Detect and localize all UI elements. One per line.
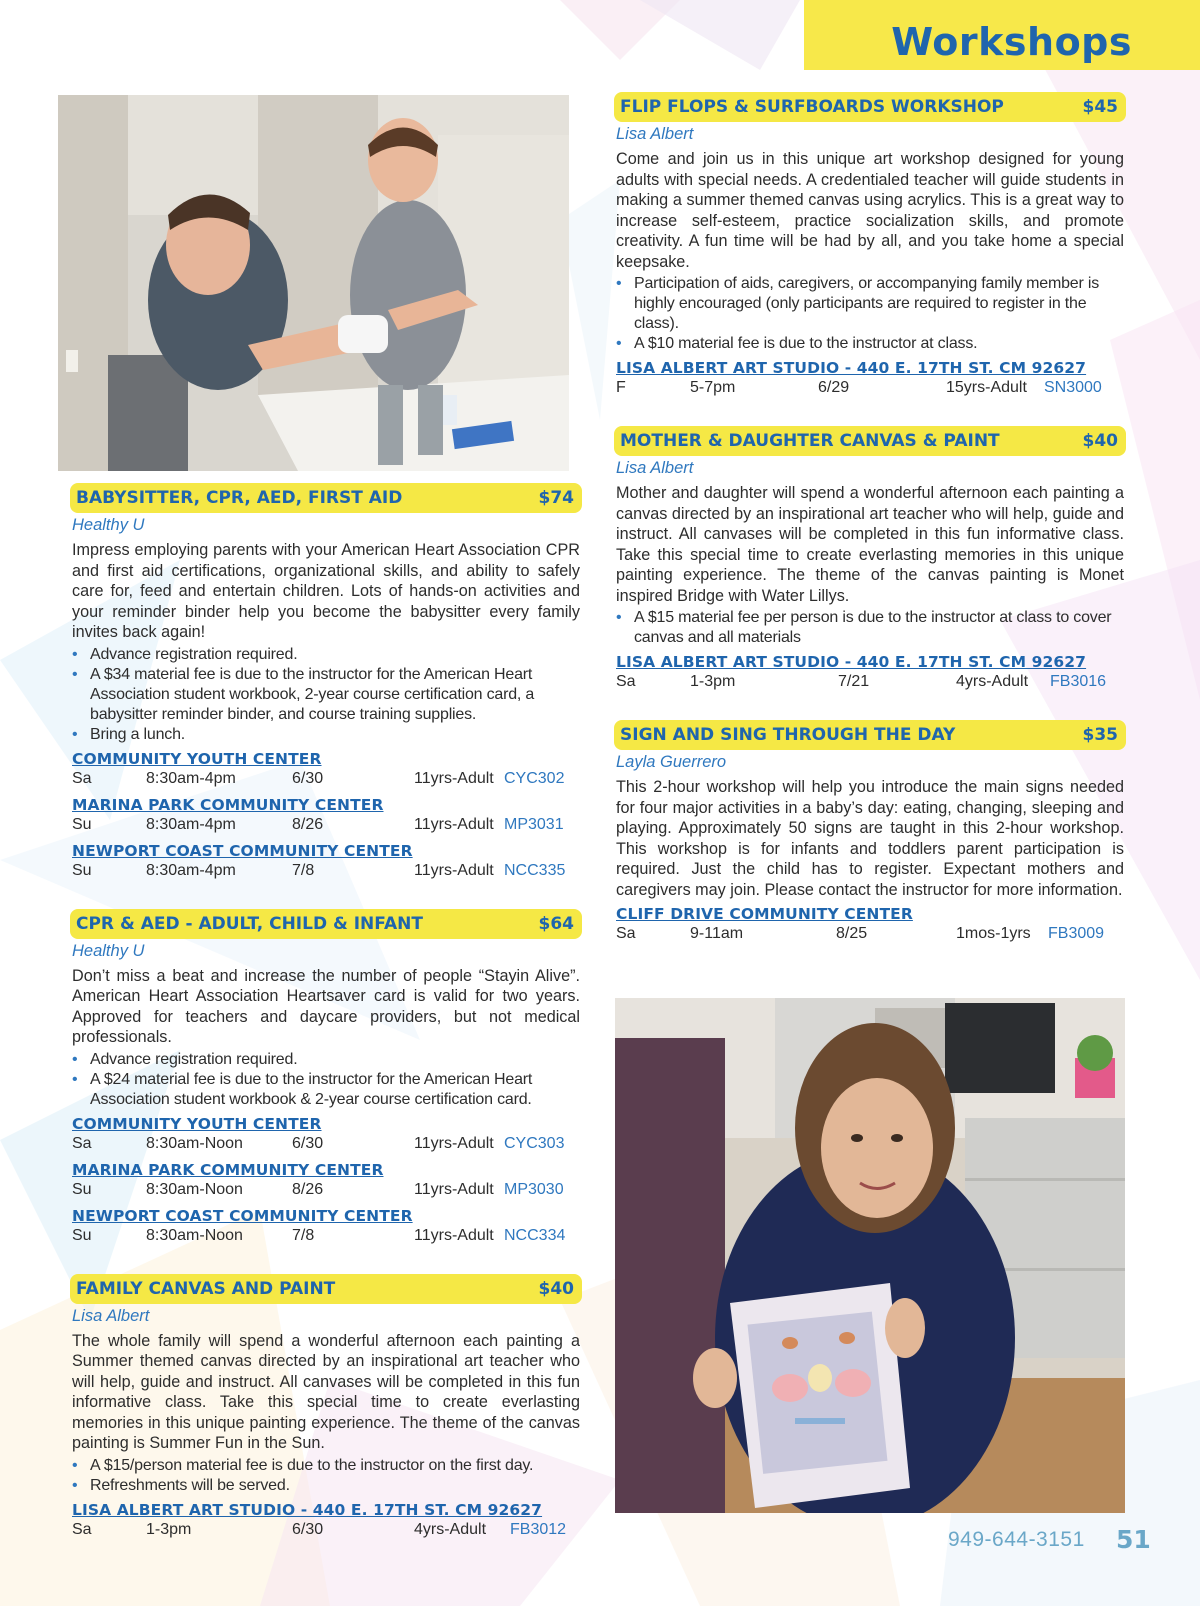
course-price: $74 <box>538 488 574 508</box>
session-code[interactable]: CYC303 <box>504 1134 565 1152</box>
girl-art-photo <box>615 998 1125 1513</box>
location-link[interactable]: NEWPORT COAST COMMUNITY CENTER <box>72 1206 413 1225</box>
course-notes <box>616 274 1126 354</box>
session-ages: 11yrs-Adult <box>414 769 494 787</box>
course-title: FLIP FLOPS & SURFBOARDS WORKSHOP <box>620 97 1004 117</box>
location-link[interactable]: COMMUNITY YOUTH CENTER <box>72 749 322 768</box>
session-ages: 15yrs-Adult <box>946 379 1027 396</box>
course-notes <box>72 1456 582 1496</box>
session-code[interactable]: FB3012 <box>510 1520 567 1538</box>
session-time: 5-7pm <box>690 379 736 396</box>
session-code[interactable]: NCC334 <box>504 1226 566 1244</box>
session-ages: 11yrs-Adult <box>414 1226 494 1244</box>
session-time: 8:30am-Noon <box>146 1180 243 1198</box>
course-babysitter <box>70 483 582 883</box>
session-date: 7/21 <box>838 673 870 690</box>
session-date: 8/26 <box>292 815 324 833</box>
course-description: Don’t miss a beat and increase the number of people “Stayin Alive”. American Heart Association Heartsaver card is valid for two years. Approved for teachers and daycare providers, but not medical professionals. <box>72 966 580 1046</box>
session-row <box>72 861 580 883</box>
session-date: 8/26 <box>292 1180 324 1198</box>
course-title-bar <box>70 1274 582 1304</box>
session-date: 7/8 <box>292 861 315 879</box>
course-price: $64 <box>538 913 574 934</box>
location-link[interactable]: LISA ALBERT ART STUDIO - 440 E. 17TH ST. CM 92627 <box>616 359 1087 377</box>
session-code[interactable]: FB3009 <box>1048 925 1105 942</box>
section-title: Workshops <box>891 20 1132 64</box>
course-note: • A $15/person material fee is due to the instructor on the first day. <box>72 1456 582 1476</box>
session-row <box>616 924 1124 946</box>
course-title: FAMILY CANVAS AND PAINT <box>76 1278 336 1299</box>
course-note: • Refreshments will be served. <box>72 1476 582 1496</box>
location-link[interactable]: MARINA PARK COMMUNITY CENTER <box>72 795 384 814</box>
session-ages: 11yrs-Adult <box>414 1134 494 1152</box>
session-day: Sa <box>616 673 636 690</box>
session-date: 6/29 <box>818 379 850 396</box>
session-date: 6/30 <box>292 769 324 787</box>
location-link[interactable]: NEWPORT COAST COMMUNITY CENTER <box>72 841 413 860</box>
course-instructor: Lisa Albert <box>616 459 694 477</box>
course-note: • Advance registration required. <box>72 645 582 665</box>
session-row <box>72 1520 580 1542</box>
course-note: • Bring a lunch. <box>72 725 582 745</box>
session-date: 7/8 <box>292 1226 315 1244</box>
session-time: 9-11am <box>690 925 744 942</box>
course-instructor: Layla Guerrero <box>616 753 727 771</box>
course-sign-and-sing <box>614 720 1126 946</box>
session-code[interactable]: MP3030 <box>504 1180 564 1198</box>
location-link[interactable]: CLIFF DRIVE COMMUNITY CENTER <box>616 905 913 923</box>
location-link[interactable]: COMMUNITY YOUTH CENTER <box>72 1114 322 1133</box>
session-time: 1-3pm <box>146 1520 192 1538</box>
course-description: The whole family will spend a wonderful afternoon each painting a Summer themed canvas directed by an inspirational art teacher who will help, guide and instruct. All canvases will be completed in this fun informative class. Take this special time to create everlasting memories in this unique painting experience. The theme of the canvas painting is Summer Fun in the Sun. <box>72 1331 580 1452</box>
course-note: • A $10 material fee is due to the instructor at class. <box>616 334 1126 354</box>
course-title-bar <box>614 720 1126 750</box>
course-title-bar <box>614 426 1126 456</box>
session-date: 8/25 <box>836 925 868 942</box>
session-time: 8:30am-4pm <box>146 861 236 879</box>
right-column <box>614 92 1126 972</box>
course-title: BABYSITTER, CPR, AED, FIRST AID <box>76 488 403 508</box>
session-time: 8:30am-Noon <box>146 1134 243 1152</box>
session-ages: 11yrs-Adult <box>414 861 494 879</box>
session-day: Su <box>72 1226 92 1244</box>
session-code[interactable]: SN3000 <box>1044 379 1102 396</box>
page-number: 51 <box>1116 1525 1151 1554</box>
session-day: Su <box>72 1180 92 1198</box>
course-cpr-aed <box>70 909 582 1248</box>
session-row <box>72 1134 580 1156</box>
session-day: Sa <box>616 925 636 942</box>
session-day: Su <box>72 861 92 879</box>
session-ages: 4yrs-Adult <box>956 673 1029 690</box>
course-price: $45 <box>1082 97 1118 117</box>
course-note: • Participation of aids, caregivers, or accompanying family member is highly encouraged (only participants are required to register in the class). <box>616 274 1126 334</box>
course-description: Come and join us in this unique art workshop designed for young adults with special needs. A credentialed teacher will guide students in making a summer themed canvas using acrylics. This is a great way to increase self-esteem, practice socialization skills, and promote creativity. A fun time will be had by all, and you take home a special keepsake. <box>616 150 1124 271</box>
course-notes <box>72 1050 582 1110</box>
course-description: Impress employing parents with your American Heart Association CPR and first aid certifications, organizational skills, and ability to safely care for, feed and entertain children. Lots of hands-on activities and your reminder binder help you become the babysitter every family invites back again! <box>72 541 580 641</box>
course-instructor: Lisa Albert <box>72 1306 150 1325</box>
course-title: MOTHER & DAUGHTER CANVAS & PAINT <box>620 431 1000 451</box>
session-time: 8:30am-4pm <box>146 815 236 833</box>
course-price: $40 <box>538 1278 574 1299</box>
course-title: CPR & AED - ADULT, CHILD & INFANT <box>76 913 423 934</box>
phone-number: 949-644-3151 <box>948 1528 1085 1551</box>
left-column <box>70 483 582 1568</box>
session-day: F <box>616 379 626 396</box>
location-link[interactable]: LISA ALBERT ART STUDIO - 440 E. 17TH ST. CM 92627 <box>616 653 1087 671</box>
session-code[interactable]: MP3031 <box>504 815 564 833</box>
session-row <box>72 1180 580 1202</box>
session-row <box>72 815 580 837</box>
session-day: Su <box>72 815 92 833</box>
session-day: Sa <box>72 769 92 787</box>
session-ages: 11yrs-Adult <box>414 815 494 833</box>
course-title-bar <box>614 92 1126 122</box>
session-date: 6/30 <box>292 1134 324 1152</box>
course-title-bar <box>70 909 582 939</box>
session-day: Sa <box>72 1520 92 1538</box>
course-title-bar <box>70 483 582 513</box>
course-note: • A $15 material fee per person is due to the instructor at class to cover canvas and all materials <box>616 608 1126 648</box>
section-header-bar <box>804 0 1200 70</box>
course-notes <box>72 645 582 745</box>
session-ages: 1mos-1yrs <box>956 925 1031 942</box>
session-time: 8:30am-4pm <box>146 769 236 787</box>
course-instructor: Healthy U <box>72 941 145 960</box>
first-aid-photo <box>58 95 569 471</box>
course-title: SIGN AND SING THROUGH THE DAY <box>620 725 956 745</box>
session-code[interactable]: CYC302 <box>504 769 565 787</box>
course-description: Mother and daughter will spend a wonderful afternoon each painting a canvas directed by an inspirational art teacher who will help, guide and instruct. All canvases will be completed in this fun informative class. Take this special time to create everlasting memories in this unique painting experience. The theme of the canvas painting is Monet inspired Bridge with Water Lillys. <box>616 484 1124 605</box>
session-time: 1-3pm <box>690 673 736 690</box>
course-description: This 2-hour workshop will help you introduce the main signs needed for four major activities in a baby’s day: eating, changing, sleeping and playing. Approximately 50 signs are taught in this 2-hour workshop. This workshop is for infants and toddlers parent participation is required. Just the child has to register. Expectant mothers and caregivers may join. Please contact the instructor for more information. <box>616 778 1124 899</box>
session-row <box>72 1226 580 1248</box>
session-day: Sa <box>72 1134 92 1152</box>
session-date: 6/30 <box>292 1520 324 1538</box>
course-notes <box>616 608 1126 648</box>
course-note: • Advance registration required. <box>72 1050 582 1070</box>
course-note: • A $34 material fee is due to the instructor for the American Heart Association student workbook, 2-year course certification card, a babysitter reminder binder, and course training supplies. <box>72 665 582 725</box>
course-price: $35 <box>1082 725 1118 745</box>
course-note: • A $24 material fee is due to the instructor for the American Heart Association student workbook & 2-year course certification card. <box>72 1070 582 1110</box>
course-mother-daughter <box>614 426 1126 694</box>
session-row <box>616 672 1124 694</box>
location-link[interactable]: MARINA PARK COMMUNITY CENTER <box>72 1160 384 1179</box>
session-code[interactable]: NCC335 <box>504 861 566 879</box>
course-family-canvas <box>70 1274 582 1542</box>
session-code[interactable]: FB3016 <box>1050 673 1107 690</box>
course-instructor: Lisa Albert <box>616 125 694 143</box>
session-ages: 11yrs-Adult <box>414 1180 494 1198</box>
course-instructor: Healthy U <box>72 516 145 534</box>
session-time: 8:30am-Noon <box>146 1226 243 1244</box>
course-flip-flops <box>614 92 1126 400</box>
course-price: $40 <box>1082 431 1118 451</box>
session-row <box>72 769 580 791</box>
session-ages: 4yrs-Adult <box>414 1520 487 1538</box>
location-link[interactable]: LISA ALBERT ART STUDIO - 440 E. 17TH ST. CM 92627 <box>72 1500 543 1519</box>
session-row <box>616 378 1124 400</box>
